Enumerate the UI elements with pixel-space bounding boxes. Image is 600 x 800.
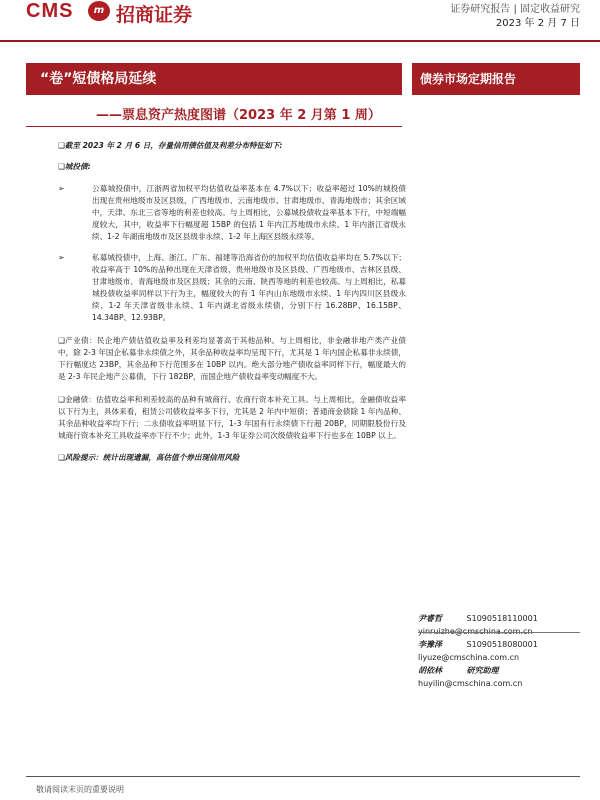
author-email: liyuze@cmschina.com.cn (418, 653, 520, 662)
author-name: 李豫泽 (418, 640, 442, 649)
footer-disclaimer: 敬请阅读末页的重要说明 (36, 785, 124, 794)
author-id: S1090518080001 (466, 640, 538, 649)
author-name: 胡依林 (418, 666, 442, 675)
author-3 (418, 664, 588, 677)
city-private-text: 私募城投债中，上海、浙江、广东、福建等沿海省份的加权平均估值收益率均在 5.7%以下；收益率高于 10%的品种出现在天津省级、贵州地级市及区县级、广西地级市、吉林区县级、甘肃地级市、青海地级市及区县级；其余的云南、陕西等地的利差也较高。与上周相比，私募城投债收益率同样以下行为主，幅度较大的有 1 年内山东地级市永续、1 年内四川区县级永续、1-2 年天津省级非永续、1 年内湖北省级永续债，分别下行 16.28BP、16.15BP、14.34BP、12.93BP。 (92, 253, 406, 322)
header-divider (0, 40, 600, 42)
brand-logo-text: CMS (26, 0, 74, 22)
side-title: 债券市场定期报告 (420, 72, 517, 86)
page-header (0, 0, 600, 42)
subtitle-rule (26, 126, 402, 127)
industry-bond-text: ❑产业债：民企地产债估值收益率及利差均显著高于其他品种。与上周相比，非金融非地产类产业债中，除 2-3 年国企私募非永续债之外，其余品种收益率均呈现下行，尤其是 1 年内国企私募非永续债，下行幅度达 23BP，其余品种下行范围多在 10BP 以内。绝大部分地产债收益率同样下行，幅度最大的是 2-3 年民企地产公募债，下行 182BP，而国企地产债收益率变动幅度不大。 (58, 336, 406, 381)
author-id: S1090518110001 (466, 614, 538, 623)
city-bond-heading: ❑城投债: (58, 162, 91, 171)
summary-content (58, 140, 406, 464)
author-email: huyilin@cmschina.com.cn (418, 679, 523, 688)
city-public-item (58, 183, 406, 243)
author-name: 尹睿哲 (418, 614, 442, 623)
city-private-item (58, 252, 406, 324)
city-public-text: 公募城投债中，江浙两省加权平均估值收益率基本在 4.7%以下；收益率超过 10%的城投债出现在贵州地级市及区县级、广西地级市、云南地级市、甘肃地级市、青海地级市；其余区域中，天津、东北三省等地的利差也较高。与上周相比，公募城投债收益率基本下行，中短端幅度较大，其中，收益率下行幅度超 15BP 的包括 1 年内江苏地级市永续、1 年内浙江省级永续、1-2 年湖南地级市及区县级非永续、1-2 年上海区县级永续等。 (92, 184, 406, 241)
brand-logo-badge: m (88, 1, 110, 21)
brand-logo-cn: 招商证券 (116, 4, 193, 26)
author-list (418, 612, 588, 690)
arrow-bullet-icon: ➢ (58, 184, 65, 193)
footer-divider (26, 776, 580, 777)
author-divider (418, 632, 580, 633)
report-subtitle: ——票息资产热度图谱（2023 年 2 月第 1 周） (96, 108, 381, 123)
author-role: 研究助理 (466, 666, 499, 675)
report-date: 2023 年 2 月 7 日 (495, 18, 580, 29)
author-1 (418, 612, 588, 625)
risk-warning: ❑风险提示：统计出现遗漏，高估值个券出现信用风险 (58, 453, 240, 462)
author-2 (418, 638, 588, 651)
arrow-bullet-icon: ➢ (58, 253, 65, 262)
report-title: “卷”短债格局延续 (40, 71, 157, 87)
intro-heading: ❑截至 2023 年 2 月 6 日，存量信用债估值及利差分布特征如下: (58, 141, 283, 150)
report-category: 证券研究报告 | 固定收益研究 (450, 4, 580, 15)
financial-bond-text: ❑金融债：估值收益率和利差较高的品种有城商行、农商行资本补充工具。与上周相比，金融债收益率以下行为主，具体来看，租赁公司债收益率多下行，尤其是 2 年内中短债；普通商金债除 1 年内品种、其余品种收益率均下行；二永债收益率明显下行，1-3 年国有行永续债下行超 20BP，同期限股份行及城商行资本补充工具收益率亦下行不少；此外，1-3 年证券公司次级债收益率下行也多在 10BP 以上。 (58, 395, 406, 440)
